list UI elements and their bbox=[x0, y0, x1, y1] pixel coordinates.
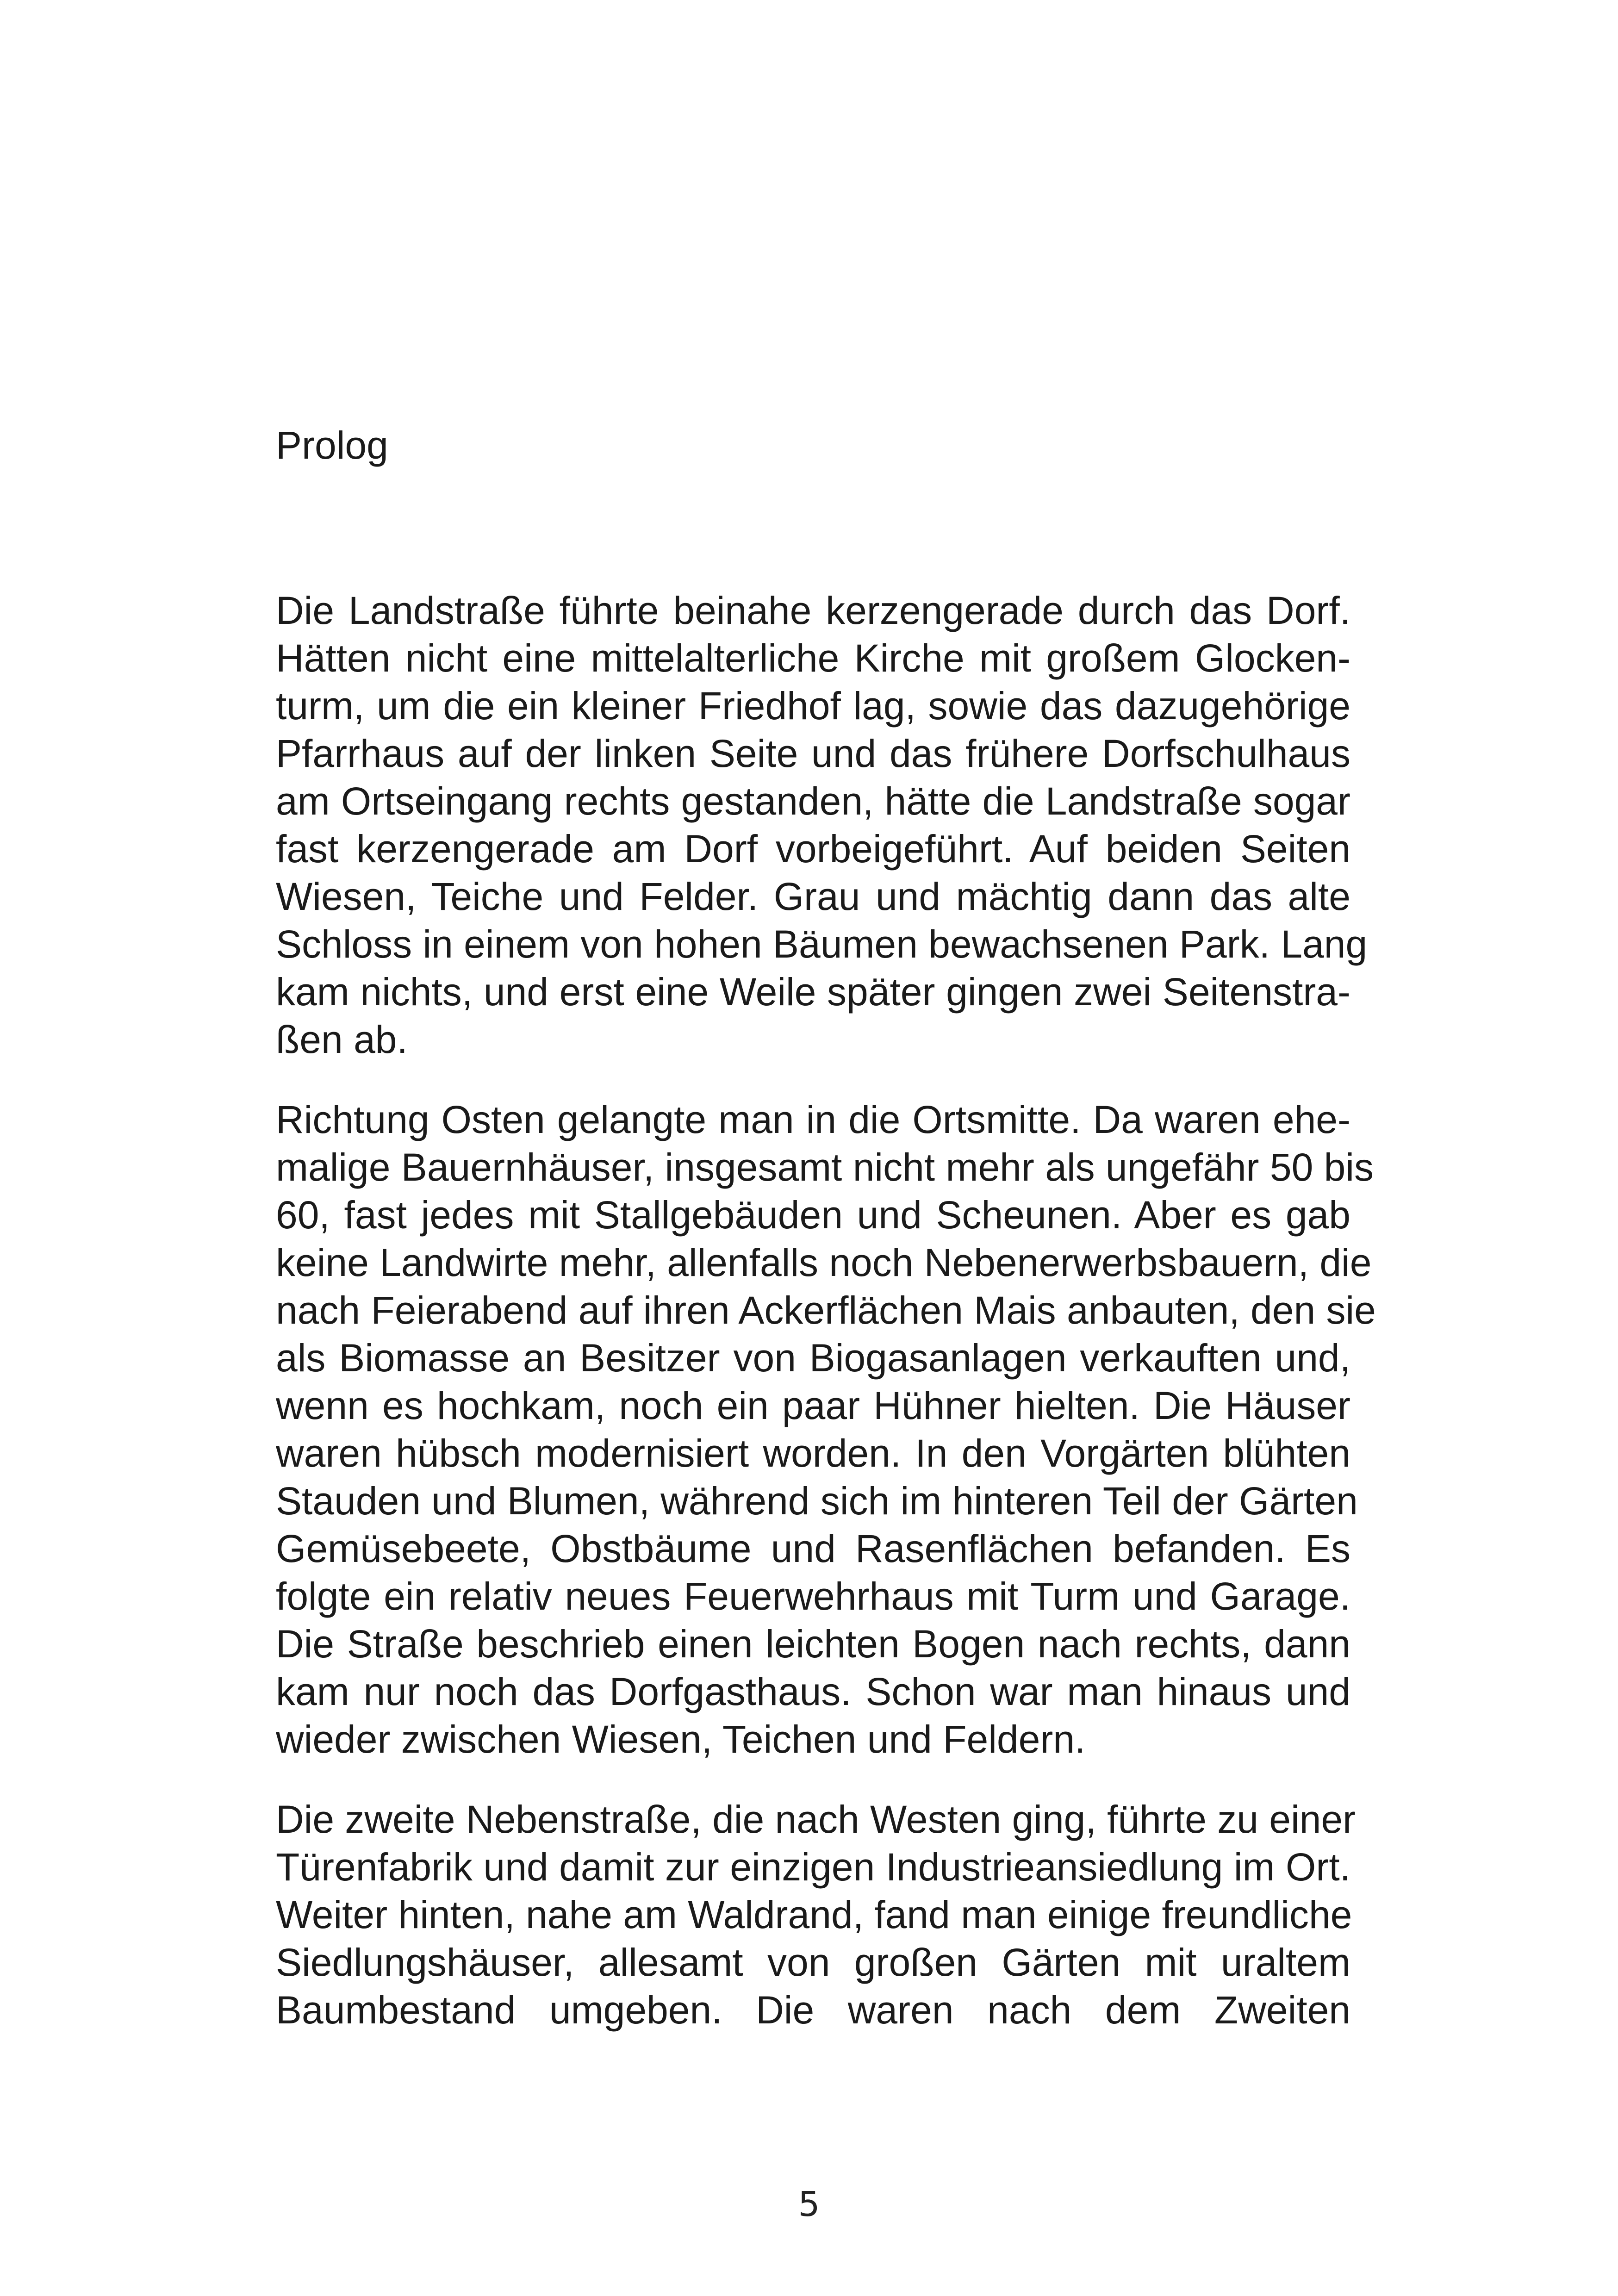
text-line: folgte ein relativ neues Feuerwehrhaus mit Turm und Garage. bbox=[276, 1574, 1350, 1618]
text-line: Die zweite Nebenstraße, die nach Westen ging, führte zu einer bbox=[276, 1798, 1356, 1841]
text-line: Stauden und Blumen, während sich im hinteren Teil der Gärten bbox=[276, 1479, 1358, 1523]
text-line: Wiesen, Teiche und Felder. Grau und mächtig dann das alte bbox=[276, 875, 1350, 918]
body-text bbox=[276, 587, 1376, 2034]
text-line: Schloss in einem von hohen Bäumen bewachsenen Park. Lang bbox=[276, 922, 1368, 966]
text-line: Türenfabrik und damit zur einzigen Industrieansiedlung im Ort. bbox=[276, 1845, 1350, 1889]
text-line: wenn es hochkam, noch ein paar Hühner hielten. Die Häuser bbox=[276, 1384, 1350, 1427]
text-line: Siedlungshäuser, allesamt von großen Gärten mit uraltem bbox=[276, 1941, 1350, 1984]
text-line: Die Landstraße führte beinahe kerzengerade durch das Dorf. bbox=[276, 589, 1350, 632]
text-line: Pfarrhaus auf der linken Seite und das frühere Dorfschulhaus bbox=[276, 732, 1350, 775]
text-line: Die Straße beschrieb einen leichten Bogen nach rechts, dann bbox=[276, 1622, 1350, 1666]
text-line: ßen ab. bbox=[276, 1018, 408, 1061]
text-line: turm, um die ein kleiner Friedhof lag, sowie das dazugehörige bbox=[276, 684, 1350, 728]
text-line: als Biomasse an Besitzer von Biogasanlagen verkauften und, bbox=[276, 1336, 1350, 1380]
text-line: malige Bauernhäuser, insgesamt nicht mehr als ungefähr 50 bis bbox=[276, 1145, 1374, 1189]
text-line: nach Feierabend auf ihren Ackerflächen Mais anbauten, den sie bbox=[276, 1288, 1376, 1332]
page-number: 5 bbox=[798, 2184, 820, 2224]
text-line: kam nur noch das Dorfgasthaus. Schon war man hinaus und bbox=[276, 1670, 1350, 1713]
chapter-heading: Prolog bbox=[276, 423, 388, 467]
text-line: kam nichts, und erst eine Weile später gingen zwei Seitenstra- bbox=[276, 970, 1350, 1014]
text-line: wieder zwischen Wiesen, Teichen und Feldern. bbox=[276, 1717, 1086, 1761]
paragraph-spacer bbox=[276, 1763, 1350, 1796]
text-line: keine Landwirte mehr, allenfalls noch Nebenerwerbsbauern, die bbox=[276, 1241, 1372, 1284]
text-line: 60, fast jedes mit Stallgebäuden und Scheunen. Aber es gab bbox=[276, 1193, 1350, 1237]
paragraph-2 bbox=[276, 1096, 1376, 1763]
text-line: Richtung Osten gelangte man in die Ortsmitte. Da waren ehe- bbox=[276, 1098, 1350, 1141]
paragraph-spacer bbox=[276, 1064, 1350, 1096]
text-line: Gemüsebeete, Obstbäume und Rasenflächen befanden. Es bbox=[276, 1527, 1350, 1570]
text-line: Baumbestand umgeben. Die waren nach dem Zweiten bbox=[276, 1988, 1350, 2032]
paragraph-1 bbox=[276, 587, 1368, 1064]
paragraph-3 bbox=[276, 1796, 1356, 2034]
text-line: fast kerzengerade am Dorf vorbeigeführt. Auf beiden Seiten bbox=[276, 827, 1350, 871]
text-line: Weiter hinten, nahe am Waldrand, fand man einige freundliche bbox=[276, 1893, 1352, 1936]
text-line: am Ortseingang rechts gestanden, hätte die Landstraße sogar bbox=[276, 779, 1350, 823]
text-line: Hätten nicht eine mittelalterliche Kirche mit großem Glocken- bbox=[276, 636, 1350, 680]
text-line: waren hübsch modernisiert worden. In den Vorgärten blühten bbox=[276, 1431, 1350, 1475]
